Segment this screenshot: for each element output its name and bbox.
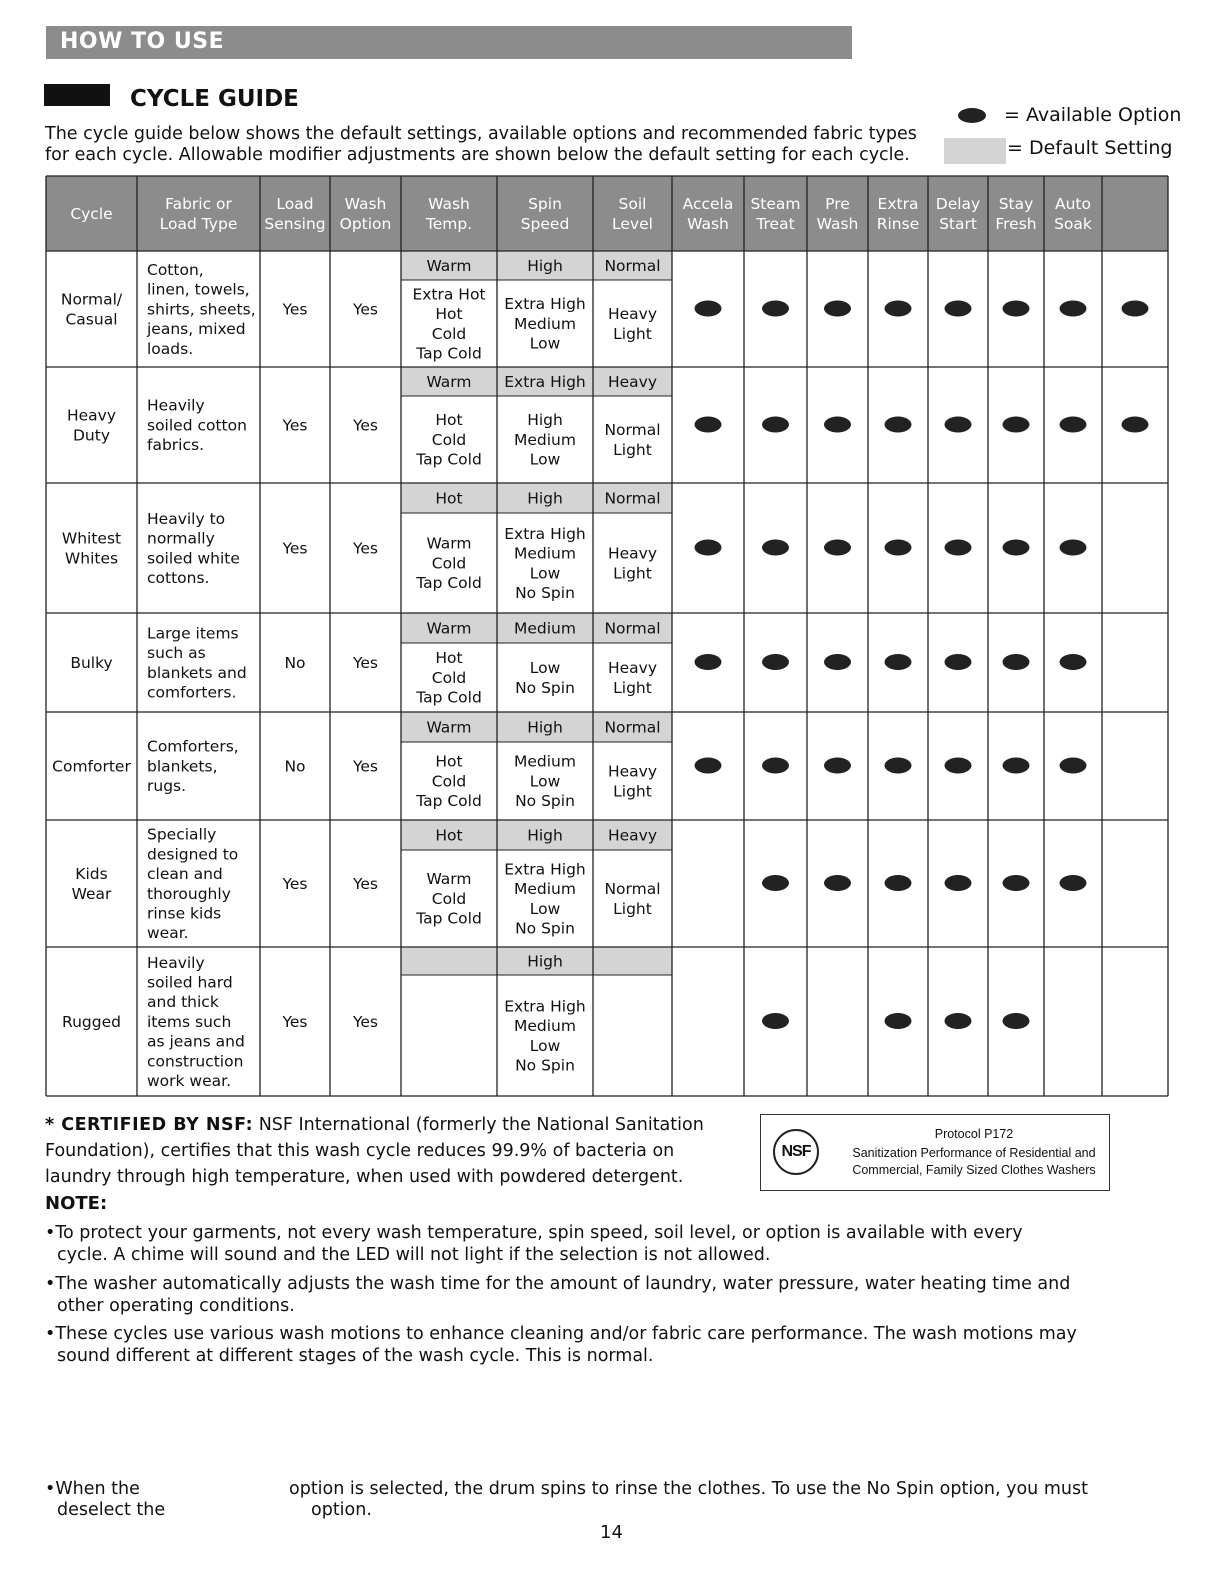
available-option-dot-icon: [1003, 1013, 1030, 1029]
wash-option-value: Yes: [352, 416, 379, 435]
spin-speed-option: Extra High: [504, 295, 586, 314]
column-header: Wash: [816, 214, 859, 233]
wash-temp-option: Warm: [426, 870, 472, 889]
spin-speed-option: Low: [529, 334, 561, 353]
load-sensing-value: No: [284, 757, 306, 776]
wash-temp-option: Cold: [431, 554, 467, 573]
fabric-type: soiled cotton: [147, 416, 247, 435]
soil-level-option: Light: [613, 678, 652, 697]
column-header: Steam: [750, 195, 801, 214]
available-option-dot-icon: [762, 758, 789, 774]
available-option-dot-icon: [1060, 758, 1087, 774]
available-option-dot-icon: [1122, 417, 1149, 433]
wash-temp-option: Cold: [431, 324, 467, 343]
load-sensing-value: Yes: [282, 300, 308, 319]
cycle-name: Kids: [75, 865, 108, 884]
note-bullet-3: [45, 1323, 1077, 1367]
fabric-type: Comforters,: [147, 737, 239, 756]
cycle-name: Whitest: [61, 529, 122, 548]
fabric-type: blankets and: [147, 663, 247, 682]
wash-temp-option: Hot: [435, 752, 463, 771]
spin-speed-option: Low: [529, 1036, 561, 1055]
cycle-name: Bulky: [70, 653, 113, 672]
available-option-dot-icon: [762, 417, 789, 433]
spin-speed-default: High: [527, 718, 563, 737]
note-2-line-2: other operating conditions.: [57, 1296, 295, 1316]
wash-option-value: Yes: [352, 874, 379, 893]
column-header: Spin: [528, 195, 562, 214]
wash-temp-default: Warm: [426, 718, 472, 737]
wash-option-value: Yes: [352, 757, 379, 776]
wash-temp-default: Warm: [426, 619, 472, 638]
wash-temp-option: Hot: [435, 305, 463, 324]
spin-speed-option: No Spin: [515, 678, 575, 697]
fabric-type: and thick: [147, 993, 219, 1012]
available-option-dot-icon: [945, 301, 972, 317]
fabric-type: loads.: [147, 339, 194, 358]
spin-speed-option: Extra High: [504, 524, 586, 543]
available-option-dot-icon: [824, 654, 851, 670]
note-4-line-2-end: option.: [311, 1500, 372, 1520]
available-option-dot-icon: [695, 417, 722, 433]
wash-temp-option: Cold: [431, 668, 467, 687]
wash-temp-default: Warm: [426, 372, 472, 391]
wash-option-value: Yes: [352, 653, 379, 672]
cycle-name: Comforter: [52, 757, 131, 776]
available-option-dot-icon: [824, 301, 851, 317]
soil-level-option: Heavy: [607, 762, 658, 781]
note-1-line-2: cycle. A chime will sound and the LED will not light if the selection is not allowed.: [57, 1245, 771, 1265]
note-3-line-2: sound different at different stages of the wash cycle. This is normal.: [57, 1346, 654, 1366]
soil-level-option: Light: [613, 782, 652, 801]
fabric-type: Cotton,: [147, 261, 204, 280]
fabric-type: soiled hard: [147, 973, 233, 992]
available-option-dot-icon: [945, 758, 972, 774]
note-heading: NOTE:: [45, 1193, 108, 1214]
cycle-name: Duty: [72, 426, 111, 445]
fabric-type: jeans, mixed: [147, 320, 246, 339]
fabric-type: cottons.: [147, 568, 210, 587]
column-header: Fresh: [995, 214, 1037, 233]
column-header: Extra: [877, 195, 919, 214]
column-header: Soil: [618, 195, 647, 214]
fabric-type: designed to: [147, 845, 239, 864]
soil-level-default: Normal: [604, 718, 661, 737]
available-option-dot-icon: [762, 540, 789, 556]
fabric-type: linen, towels,: [147, 280, 250, 299]
wash-temp-option: Warm: [426, 534, 472, 553]
available-option-dot-icon: [695, 654, 722, 670]
spin-speed-option: No Spin: [515, 792, 575, 811]
column-header: Stay: [998, 195, 1034, 214]
column-header: Soak: [1054, 214, 1092, 233]
available-option-dot-icon: [824, 540, 851, 556]
soil-level-option: Normal: [604, 421, 661, 440]
column-header: Load Type: [159, 214, 238, 233]
column-header: Pre: [825, 195, 850, 214]
soil-level-option: Light: [613, 440, 652, 459]
cert-line-1: NSF International (formerly the National Sanitation: [253, 1115, 704, 1135]
spin-speed-option: Low: [529, 450, 561, 469]
load-sensing-value: Yes: [282, 1012, 308, 1031]
nsf-protocol-box: [760, 1114, 1110, 1191]
load-sensing-value: No: [284, 653, 306, 672]
column-header: Start: [939, 214, 977, 233]
fabric-type: work wear.: [147, 1072, 232, 1091]
wash-temp-option: Hot: [435, 649, 463, 668]
soil-level-default: Heavy: [607, 826, 658, 845]
fabric-type: construction: [147, 1052, 244, 1071]
spin-speed-default: High: [527, 256, 563, 275]
column-header: Option: [339, 214, 392, 233]
available-option-dot-icon: [1003, 301, 1030, 317]
available-option-dot-icon: [885, 758, 912, 774]
available-option-dot-icon: [945, 875, 972, 891]
available-option-dot-icon: [885, 875, 912, 891]
spin-speed-default: Medium: [514, 619, 576, 638]
wash-temp-option: Cold: [431, 772, 467, 791]
available-option-dot-icon: [1003, 654, 1030, 670]
spin-speed-option: Low: [529, 659, 561, 678]
default-setting-cell: [593, 947, 672, 975]
available-option-dot-icon: [945, 654, 972, 670]
wash-temp-option: Tap Cold: [416, 909, 482, 928]
cycle-name: Heavy: [66, 406, 117, 425]
legend-available-label: = Available Option: [1004, 104, 1182, 126]
fabric-type: normally: [147, 529, 215, 548]
column-header: Wash: [344, 195, 387, 214]
available-option-dot-icon: [1060, 654, 1087, 670]
spin-speed-option: Medium: [514, 544, 576, 563]
available-option-dot-icon: [1122, 301, 1149, 317]
soil-level-default: Heavy: [607, 372, 658, 391]
column-header: Temp.: [425, 214, 473, 233]
certified-by-nsf-label: * CERTIFIED BY NSF:: [45, 1115, 254, 1135]
available-option-dot-icon: [762, 654, 789, 670]
available-option-dot-icon: [824, 417, 851, 433]
load-sensing-value: Yes: [282, 874, 308, 893]
spin-speed-option: Extra High: [504, 860, 586, 879]
soil-level-option: Heavy: [607, 659, 658, 678]
column-header: Load: [276, 195, 314, 214]
note-2-line-1: •The washer automatically adjusts the wash time for the amount of laundry, water pressure, water heating time and: [45, 1274, 1071, 1294]
note-bullet-1: [45, 1222, 1023, 1266]
spin-speed-option: Medium: [514, 1017, 576, 1036]
column-header: Delay: [935, 195, 981, 214]
soil-level-option: Light: [613, 324, 652, 343]
column-header: Auto: [1055, 195, 1091, 214]
column-header: Accela: [682, 195, 734, 214]
fabric-type: wear.: [147, 924, 189, 943]
cert-line-3: laundry through high temperature, when used with powdered detergent.: [45, 1167, 684, 1187]
fabric-type: shirts, sheets,: [147, 300, 256, 319]
wash-temp-option: Cold: [431, 889, 467, 908]
wash-option-value: Yes: [352, 539, 379, 558]
soil-level-option: Light: [613, 899, 652, 918]
cycle-guide-title: CYCLE GUIDE: [130, 86, 299, 112]
wash-temp-default: Hot: [435, 489, 463, 508]
spin-speed-option: Low: [529, 564, 561, 583]
column-header: Speed: [520, 214, 570, 233]
default-setting-cell: [401, 947, 497, 975]
wash-temp-option: Tap Cold: [416, 792, 482, 811]
cycle-name: Rugged: [62, 1012, 121, 1031]
spin-speed-option: Low: [529, 772, 561, 791]
fabric-type: Heavily: [147, 396, 205, 415]
available-option-dot-icon: [885, 654, 912, 670]
wash-temp-option: Tap Cold: [416, 574, 482, 593]
spin-speed-option: High: [527, 411, 563, 430]
table-header-row: [46, 176, 1168, 251]
note-4-middle: option is selected, the drum spins to rinse the clothes. To use the No Spin option, you must: [289, 1479, 1088, 1499]
nsf-desc-line-2: Commercial, Family Sized Clothes Washers: [852, 1163, 1096, 1177]
fabric-type: comforters.: [147, 683, 237, 702]
cycle-name: Normal/: [60, 290, 123, 309]
nsf-desc-line-1: Sanitization Performance of Residential and: [852, 1146, 1096, 1160]
wash-temp-option: Tap Cold: [416, 450, 482, 469]
column-header: Cycle: [70, 204, 113, 223]
spin-speed-option: Medium: [514, 430, 576, 449]
nsf-protocol-description: [841, 1145, 1107, 1179]
soil-level-default: Normal: [604, 256, 661, 275]
fabric-type: Large items: [147, 624, 239, 643]
available-option-dot-icon: [1003, 417, 1030, 433]
soil-level-default: Normal: [604, 489, 661, 508]
wash-temp-option: Cold: [431, 430, 467, 449]
fabric-type: thoroughly: [147, 884, 231, 903]
available-option-dot-icon: [945, 540, 972, 556]
available-option-dot-icon: [824, 875, 851, 891]
wash-temp-option: Extra Hot: [412, 285, 486, 304]
available-option-dot-icon: [695, 758, 722, 774]
spin-speed-option: No Spin: [515, 919, 575, 938]
available-option-dot-icon: [885, 301, 912, 317]
nsf-logo: NSF: [773, 1129, 819, 1175]
available-option-dot-icon: [1060, 417, 1087, 433]
load-sensing-value: Yes: [282, 539, 308, 558]
available-option-dot-icon: [1003, 540, 1030, 556]
column-header: Treat: [756, 214, 795, 233]
column-header: Fabric or: [165, 195, 232, 214]
page-number: 14: [600, 1522, 623, 1543]
spin-speed-option: No Spin: [515, 1056, 575, 1075]
note-4-start: •When the: [45, 1479, 140, 1499]
available-option-dot-icon: [945, 417, 972, 433]
intro-line-1: The cycle guide below shows the default settings, available options and recommended fabric types: [45, 124, 917, 144]
column-header: Rinse: [876, 214, 920, 233]
wash-temp-default: Warm: [426, 256, 472, 275]
available-option-dot-icon: [762, 1013, 789, 1029]
fabric-type: as jeans and: [147, 1032, 245, 1051]
available-option-dot-icon: [1003, 875, 1030, 891]
fabric-type: Heavily to: [147, 509, 226, 528]
column-header: Wash: [428, 195, 470, 214]
note-1-line-1: •To protect your garments, not every wash temperature, spin speed, soil level, or option is available with every: [45, 1223, 1023, 1243]
fabric-type: Heavily: [147, 953, 205, 972]
nsf-protocol-label: Protocol P172: [934, 1127, 1014, 1141]
available-option-dot-icon: [945, 1013, 972, 1029]
spin-speed-option: Medium: [514, 314, 576, 333]
soil-level-option: Light: [613, 564, 652, 583]
fabric-type: fabrics.: [147, 436, 204, 455]
wash-temp-option: Tap Cold: [416, 688, 482, 707]
available-option-dot-icon: [762, 875, 789, 891]
available-option-dot-icon: [762, 301, 789, 317]
cycle-name: Casual: [65, 310, 118, 329]
fabric-type: Specially: [147, 825, 217, 844]
column-header: Sensing: [264, 214, 326, 233]
wash-temp-option: Tap Cold: [416, 344, 482, 363]
available-option-dot-icon: [885, 1013, 912, 1029]
spin-speed-default: High: [527, 489, 563, 508]
fabric-type: rugs.: [147, 777, 187, 796]
soil-level-option: Heavy: [607, 544, 658, 563]
wash-option-value: Yes: [352, 300, 379, 319]
fabric-type: soiled white: [147, 549, 240, 568]
cycle-name: Whites: [64, 549, 119, 568]
available-option-dot-icon: [1060, 875, 1087, 891]
legend-default-label: = Default Setting: [1007, 137, 1173, 159]
intro-line-2: for each cycle. Allowable modifier adjustments are shown below the default setting for each cycle.: [45, 145, 910, 165]
section-banner-title: HOW TO USE: [60, 29, 225, 54]
soil-level-option: Heavy: [607, 305, 658, 324]
spin-speed-option: Low: [529, 899, 561, 918]
column-header: Wash: [687, 214, 729, 233]
note-4-line-2-start: deselect the: [57, 1500, 166, 1520]
spin-speed-default: High: [527, 826, 563, 845]
fabric-type: such as: [147, 644, 206, 663]
spin-speed-option: No Spin: [515, 583, 575, 602]
fabric-type: items such: [147, 1012, 232, 1031]
fabric-type: rinse kids: [147, 904, 222, 923]
soil-level-option: Normal: [604, 880, 661, 899]
fabric-type: clean and: [147, 865, 223, 884]
wash-option-value: Yes: [352, 1012, 379, 1031]
available-option-dot-icon: [1060, 540, 1087, 556]
fabric-type: blankets,: [147, 757, 218, 776]
spin-speed-option: Extra High: [504, 997, 586, 1016]
available-option-dot-icon: [885, 540, 912, 556]
cert-line-2: Foundation), certifies that this wash cycle reduces 99.9% of bacteria on: [45, 1141, 675, 1161]
soil-level-default: Normal: [604, 619, 661, 638]
cycle-name: Wear: [71, 884, 112, 903]
available-option-dot-icon: [1003, 758, 1030, 774]
available-option-dot-icon: [1060, 301, 1087, 317]
wash-temp-option: Hot: [435, 411, 463, 430]
note-3-line-1: •These cycles use various wash motions to enhance cleaning and/or fabric care performance. The wash motions may: [45, 1324, 1077, 1344]
note-bullet-2: [45, 1273, 1070, 1317]
available-option-dot-icon: [695, 301, 722, 317]
spin-speed-default: Extra High: [504, 372, 586, 391]
available-option-dot-icon: [824, 758, 851, 774]
spin-speed-option: Medium: [514, 880, 576, 899]
available-option-dot-icon: [695, 540, 722, 556]
spin-speed-default: High: [527, 952, 563, 971]
load-sensing-value: Yes: [282, 416, 308, 435]
available-option-dot-icon: [885, 417, 912, 433]
wash-temp-default: Hot: [435, 826, 463, 845]
column-header: Level: [612, 214, 653, 233]
spin-speed-option: Medium: [514, 752, 576, 771]
nsf-certification-text: [45, 1112, 765, 1190]
